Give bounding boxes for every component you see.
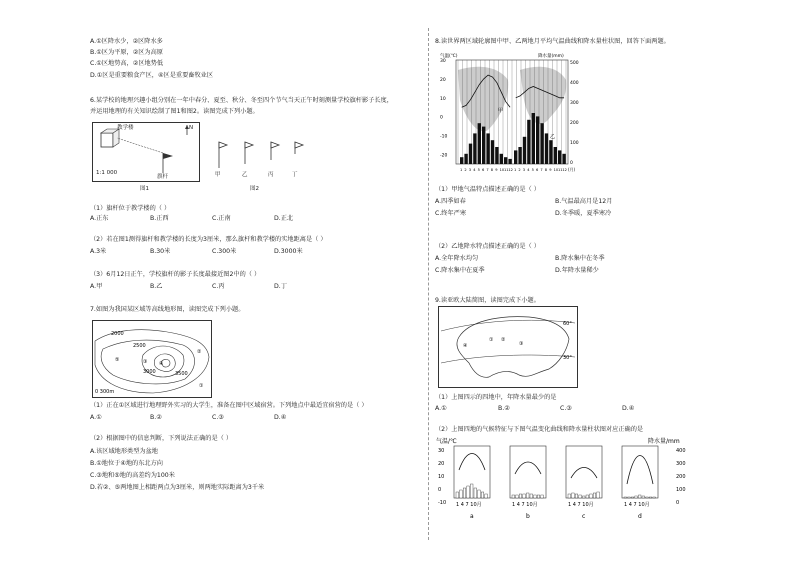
month-label: (月)	[568, 167, 576, 172]
month-tick-a-4: 5	[477, 168, 480, 172]
mini-bar-0-5	[474, 488, 477, 498]
q7-sub2-option-3[interactable]: D.若②、⑤两地图上相距两点为3厘米，则两地实际距离为3千米	[90, 484, 265, 491]
shadow-label-jia: 甲	[215, 172, 221, 178]
mini-chart-frame-3	[622, 446, 658, 498]
map-mark-4: ④	[463, 343, 468, 349]
precip-bar-1-6	[540, 123, 543, 164]
top-option-0[interactable]: A.①区降水少，②区降水多	[90, 38, 163, 45]
abcd-y2tick-1: 300	[676, 461, 686, 467]
month-tick-a-1: 2	[464, 168, 467, 172]
precip-bar-1-10	[558, 150, 561, 164]
chart-y2-tick-2: 300	[570, 101, 579, 106]
q8-sub1-option-2[interactable]: C.终年严寒	[435, 210, 467, 217]
mini-months-1: 1 4 7 10月	[512, 502, 538, 508]
mini-caption-2[interactable]: c	[582, 513, 586, 520]
precip-bar-1-1	[518, 147, 521, 164]
abcd-ytick-1: 20	[438, 461, 445, 467]
mini-bar-1-5	[530, 494, 533, 498]
month-tick-a-2: 3	[468, 168, 472, 172]
precip-bar-0-8	[495, 147, 498, 164]
mini-bar-1-0	[512, 495, 515, 498]
month-tick-a-10: 11	[504, 168, 509, 172]
eurasia-map	[438, 306, 578, 388]
abcd-ytick-2: 10	[438, 474, 445, 480]
q6-sub3-question: （3）6月12日正午，学校旗杆的影子长度最接近图2中的（ ）	[90, 271, 261, 278]
mini-bar-0-0	[456, 492, 459, 498]
building-label: 教学楼	[117, 125, 134, 131]
abcd-y2tick-0: 400	[676, 448, 686, 454]
q7-sub2-option-1[interactable]: B.①地位于④地的东北方向	[90, 460, 163, 467]
mini-months-3: 1 4 7 10月	[624, 502, 650, 508]
precip-bar-1-0	[514, 150, 517, 164]
map-mark-1: ①	[489, 337, 494, 343]
q6-sub2-option-3[interactable]: D.3000米	[274, 248, 303, 255]
abcd-ytick-3: 0	[438, 487, 442, 493]
mini-bar-3-7	[649, 497, 652, 498]
map-mark-3: ③	[519, 341, 524, 347]
mini-caption-3[interactable]: d	[638, 513, 642, 520]
month-tick-b-9: 10	[553, 168, 559, 172]
abcd-temp-title: 气温/℃	[436, 438, 457, 445]
q6-sub3-option-2[interactable]: C.丙	[212, 283, 225, 290]
mini-bar-3-4	[638, 495, 641, 498]
q6-sub3-option-1[interactable]: B.乙	[150, 283, 163, 290]
mini-bar-2-0	[568, 494, 571, 498]
mini-bar-1-6	[534, 495, 537, 498]
q6-sub2-option-2[interactable]: C.300米	[212, 248, 237, 255]
month-tick-b-2: 3	[522, 168, 526, 172]
mini-bar-3-2	[631, 497, 634, 498]
q8-sub2-question: （2）乙地降水特点描述正确的是（ ）	[435, 243, 540, 250]
chart-y-tick-0: 30	[440, 59, 446, 64]
q8-sub1-question: （1）甲地气温特点描述正确的是（ ）	[435, 186, 540, 193]
month-tick-b-4: 5	[531, 168, 534, 172]
mini-bar-0-7	[481, 492, 484, 498]
q6-sub3-option-3[interactable]: D.丁	[274, 283, 287, 290]
contour-label-2500: 2500	[133, 343, 146, 349]
abcd-y2tick-2: 200	[676, 474, 686, 480]
mini-chart-frame-1	[510, 446, 546, 498]
q7-sub2-question: （2）根据图中的信息判断，下列说法正确的是（ ）	[90, 435, 233, 442]
map-mark-2: ②	[501, 337, 506, 343]
precip-bar-1-5	[536, 116, 539, 164]
q7-intro: 7.如图为我国某区域等高线地形图，读图完成下列小题。	[90, 306, 245, 313]
precip-bar-0-2	[469, 144, 472, 164]
q7-sub1-option-3[interactable]: D.④	[274, 414, 287, 421]
precip-bar-1-9	[554, 147, 557, 164]
abcd-ytick-4: -10	[438, 500, 447, 506]
mini-bar-0-8	[485, 494, 488, 498]
contour-label-3500: 3500	[175, 371, 188, 377]
mini-bar-2-1	[572, 493, 575, 498]
q7-sub1-question: （1）正在①区域进行地理野外实习的大学生，准备在图中区域宿营。下列地点中最适宜宿营的是（ ）	[90, 402, 368, 409]
q6-sub2-option-1[interactable]: B.30米	[150, 248, 171, 255]
q9-sub1-option-1[interactable]: B.②	[498, 405, 510, 412]
mini-bar-2-2	[575, 494, 578, 498]
q9-sub1-option-3[interactable]: D.④	[622, 405, 635, 412]
month-tick-a-6: 7	[486, 168, 489, 172]
precip-bar-0-10	[504, 157, 507, 164]
lat-30-label: 30°	[563, 355, 572, 361]
q6-intro-line2: 并运用地理的有关知识绘制了图1和图2。读图完成下列小题。	[90, 108, 259, 115]
chart-y-tick-1: 20	[440, 77, 446, 83]
flagpole-label: 旗杆	[157, 174, 169, 180]
precip-bar-0-0	[460, 157, 463, 164]
q7-sub2-option-0[interactable]: A.该区域地形类型为盆地	[90, 448, 158, 455]
shadow-label-bing: 丙	[268, 172, 274, 178]
mini-months-2: 1 4 7 10月	[568, 502, 594, 508]
precip-bar-1-2	[523, 137, 526, 164]
q8-sub1-option-3[interactable]: D.冬季暖，夏季寒冷	[555, 210, 612, 217]
shadow-label-yi: 乙	[242, 172, 248, 178]
mini-bar-3-6	[646, 497, 649, 498]
precip-bar-0-3	[473, 133, 476, 164]
column-divider	[428, 28, 429, 540]
month-tick-b-1: 2	[518, 168, 521, 172]
month-tick-b-7: 8	[544, 168, 548, 172]
precip-bar-0-6	[486, 133, 489, 164]
figure-2-shadows	[215, 138, 315, 186]
precip-bar-1-3	[527, 120, 530, 164]
mini-bar-0-6	[478, 490, 481, 498]
north-arrow-label: N	[189, 125, 194, 131]
precip-bar-1-7	[545, 133, 548, 164]
q7-sub1-option-0[interactable]: A.①	[90, 414, 102, 421]
mini-bar-3-5	[642, 496, 645, 498]
precip-bar-0-7	[491, 140, 494, 164]
chart-ylabel: 气温(℃)	[440, 54, 458, 59]
figure-1-caption: 图1	[140, 186, 149, 192]
mini-bar-2-5	[586, 495, 589, 498]
mini-bar-0-1	[460, 490, 463, 498]
mini-bar-3-8	[653, 497, 656, 498]
svg-text:③: ③	[143, 359, 148, 365]
q8-sub2-option-2[interactable]: C.降水集中在夏季	[435, 267, 485, 274]
precip-bar-1-4	[532, 113, 535, 164]
climate-charts-abcd	[436, 436, 694, 524]
month-tick-a-3: 4	[473, 168, 476, 172]
q6-intro-line1: 6.某学校的地理兴趣小组分别在一年中春分、夏至、秋分、冬至四个节气当天正午时刻测量学校旗杆影子长度，	[90, 97, 393, 104]
mini-bar-2-6	[590, 494, 593, 498]
scale-label: 1:1 000	[96, 170, 118, 176]
precip-bar-1-8	[549, 140, 552, 164]
q6-sub1-option-0[interactable]: A.正东	[90, 215, 109, 222]
mini-bar-1-8	[541, 495, 544, 498]
top-option-2[interactable]: C.①区地势高，②区地势低	[90, 60, 164, 67]
mini-bar-2-4	[582, 496, 585, 498]
mini-bar-2-8	[597, 492, 600, 498]
mark-jia: 甲	[498, 108, 504, 114]
chart-y2-tick-0: 500	[570, 61, 579, 66]
q9-sub1-question: （1）上图四示的四地中，年降水量最少的是	[435, 394, 557, 401]
mini-bar-3-3	[635, 496, 638, 498]
q9-sub2-question: （2）上图四地的气候特征与下图气温变化曲线和降水量柱状图对应正确的是	[435, 426, 644, 433]
q6-sub1-option-2[interactable]: C.正南	[212, 215, 231, 222]
q7-sub1-option-1[interactable]: B.②	[150, 414, 162, 421]
mini-months-0: 1 4 7 10月	[456, 502, 482, 508]
contour-map	[92, 320, 212, 398]
mini-bar-2-3	[579, 495, 582, 498]
chart-y2-tick-3: 200	[570, 121, 579, 126]
q6-sub2-option-0[interactable]: A.3米	[90, 248, 107, 255]
chart-y-tick-2: 10	[440, 96, 446, 102]
contour-label-2000: 2000	[111, 331, 124, 337]
lat-60-label: 60°	[563, 321, 572, 327]
q6-sub3-option-0[interactable]: A.甲	[90, 283, 103, 290]
figure-1-schoolyard-map	[92, 122, 200, 182]
contour-label-3000: 3000	[143, 369, 156, 375]
q6-sub2-question: （2）若在图1测得旗杆和教学楼的长度为3厘米，那么旗杆和教学楼的实地距离是（ ）	[90, 236, 327, 243]
climate-chart-jia-yi	[438, 50, 586, 180]
precip-bar-0-4	[478, 123, 481, 164]
svg-text:④: ④	[159, 361, 164, 367]
svg-text:①: ①	[199, 383, 204, 389]
month-tick-b-11: 12	[562, 168, 567, 172]
month-tick-a-5: 6	[482, 168, 485, 172]
q9-sub1-option-2[interactable]: C.③	[560, 405, 572, 412]
chart-y2-tick-4: 100	[570, 141, 579, 146]
month-tick-b-6: 7	[540, 168, 543, 172]
month-tick-b-5: 6	[536, 168, 539, 172]
precip-bar-0-5	[482, 127, 485, 164]
q9-sub1-option-0[interactable]: A.①	[435, 405, 447, 412]
mini-chart-frame-2	[566, 446, 602, 498]
q8-sub1-option-1[interactable]: B.气温最高月是12月	[555, 198, 613, 205]
mini-bar-1-3	[523, 494, 526, 498]
mini-caption-1[interactable]: b	[526, 513, 530, 520]
figure-2-caption: 图2	[250, 186, 259, 192]
mini-bar-1-2	[519, 494, 522, 498]
chart-y2-tick-1: 400	[570, 81, 579, 86]
chart-y-tick-5: -20	[440, 153, 448, 159]
precip-bar-0-11	[508, 159, 511, 164]
mini-caption-0[interactable]: a	[470, 513, 474, 520]
q8-sub2-option-0[interactable]: A.全年降水均匀	[435, 255, 479, 262]
chart-y-tick-4: -10	[440, 134, 448, 140]
svg-text:⑤: ⑤	[115, 357, 120, 363]
month-tick-b-3: 4	[527, 168, 530, 172]
svg-text:②: ②	[197, 349, 202, 355]
month-tick-a-8: 9	[495, 168, 498, 172]
mini-bar-0-4	[470, 484, 473, 498]
mini-bar-0-3	[467, 486, 470, 498]
q6-sub1-option-3[interactable]: D.正北	[274, 215, 294, 222]
precip-bar-1-11	[562, 154, 565, 164]
top-option-3[interactable]: D.①区是重要粮食产区，④区是重要畜牧业区	[90, 72, 214, 79]
q7-sub2-option-2[interactable]: C.③地和⑤地的高差约为100米	[90, 472, 175, 479]
precip-bar-0-9	[500, 154, 503, 164]
q8-sub2-option-3[interactable]: D.年降水量稀少	[555, 267, 599, 274]
chart-y-tick-3: 0	[440, 115, 443, 121]
mark-yi: 乙	[550, 134, 556, 140]
mini-bar-2-7	[593, 493, 596, 498]
mini-bar-0-2	[463, 488, 466, 498]
q6-sub1-question: （1）旗杆位于教学楼的（ ）	[90, 205, 171, 212]
mini-bar-1-4	[526, 493, 529, 498]
q8-intro: 8.读世界两区域轮廓图中甲、乙两地月平均气温曲线和降水量柱状图，回答下面两题。	[435, 38, 670, 45]
mini-bar-3-1	[628, 497, 631, 498]
chart-y2label: 降水量(mm)	[538, 54, 564, 59]
month-tick-a-11: 12	[508, 168, 513, 172]
month-tick-b-10: 11	[558, 168, 563, 172]
abcd-y2tick-3: 100	[676, 487, 686, 493]
shadow-label-ding: 丁	[292, 172, 298, 178]
precip-bar-0-1	[464, 154, 467, 164]
month-tick-a-0: 1	[460, 168, 463, 172]
chart-y2-tick-5: 0	[570, 161, 573, 166]
month-tick-a-9: 10	[499, 168, 505, 172]
q9-intro: 9.读亚欧大陆简图，读图完成下小题。	[435, 297, 540, 304]
q7-sub1-option-2[interactable]: C.③	[212, 414, 224, 421]
contour-scale: 0 300m	[95, 389, 115, 395]
month-tick-a-7: 8	[490, 168, 494, 172]
mini-bar-1-7	[537, 495, 540, 498]
q6-sub1-option-1[interactable]: B.正西	[150, 215, 169, 222]
q8-sub1-option-0[interactable]: A.四季如春	[435, 198, 466, 205]
top-option-1[interactable]: B.①区为平原，②区为高原	[90, 49, 163, 56]
mini-bar-1-1	[516, 495, 519, 498]
abcd-precip-title: 降水量/mm	[648, 438, 680, 445]
abcd-y2tick-4: 0	[676, 500, 680, 506]
month-tick-b-8: 9	[549, 168, 552, 172]
mini-bar-3-0	[624, 497, 627, 498]
month-tick-b-0: 1	[514, 168, 517, 172]
q8-sub2-option-1[interactable]: B.降水集中在冬季	[555, 255, 605, 262]
abcd-ytick-0: 30	[438, 448, 445, 454]
